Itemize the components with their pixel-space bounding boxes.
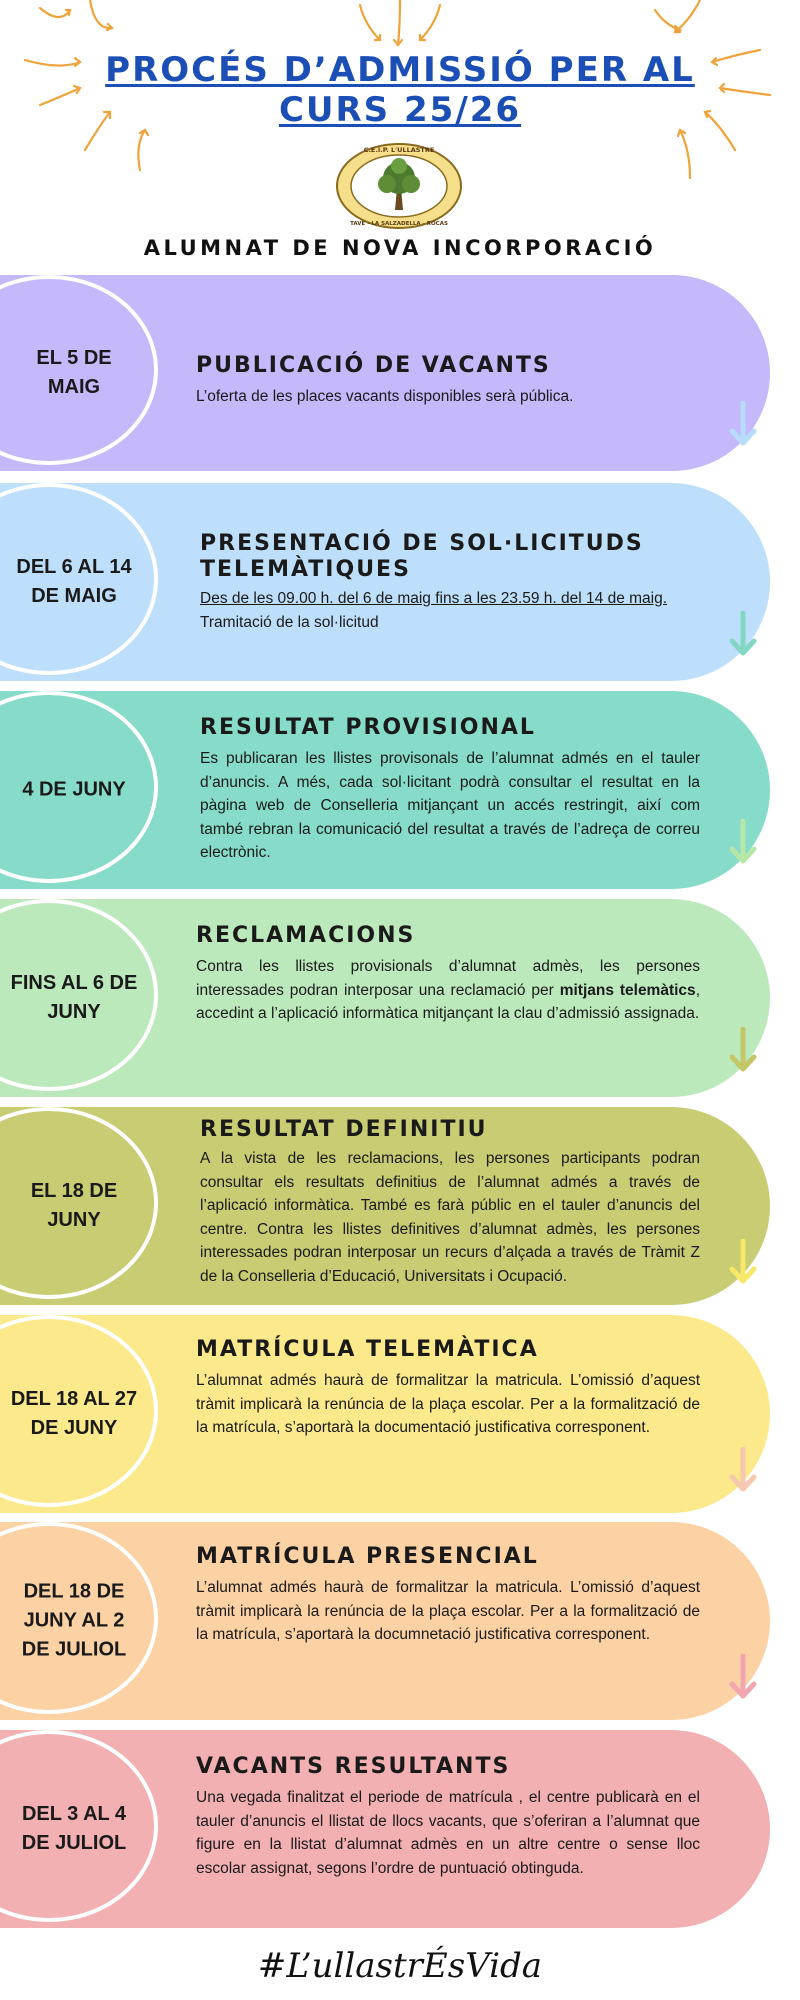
step-date: DEL 6 AL 14 DE MAIG xyxy=(16,556,132,607)
step-body-schedule: Des de les 09.00 h. del 6 de maig fins a les 23.59 h. del 14 de maig. xyxy=(200,590,668,607)
arrow-down-icon xyxy=(728,611,758,657)
step-body-before: Contra les llistes provisionals d’alumnat admès, les persones interessades podran interposar una reclamació per xyxy=(196,958,700,999)
step-date: EL 5 DE MAIG xyxy=(36,347,112,398)
page-title xyxy=(0,50,800,130)
svg-text:TAVE - LA SALZADELLA - ROCAS: TAVE - LA SALZADELLA - ROCAS xyxy=(350,221,448,227)
step-body-text: Tramitació de la sol·licitud xyxy=(200,613,379,631)
svg-text:C.E.I.P. L'ULLASTRE: C.E.I.P. L'ULLASTRE xyxy=(363,146,435,154)
step-body-bold: mitjans telemàtics xyxy=(559,981,696,999)
arrow-down-icon xyxy=(728,1027,758,1073)
arrow-down-icon xyxy=(728,819,758,865)
step-date: EL 18 DE JUNY xyxy=(30,1180,118,1231)
step-title: RESULTAT PROVISIONAL xyxy=(200,715,536,740)
step-date-text: FINS AL 6 DE JUNY xyxy=(10,972,138,1023)
school-logo xyxy=(333,140,465,232)
step-body xyxy=(196,955,700,1026)
step-title: MATRÍCULA TELEMÀTICA xyxy=(196,1337,539,1362)
step-title: MATRÍCULA PRESENCIAL xyxy=(196,1544,539,1569)
step-body: Una vegada finalitzat el periode de matrícula , el centre publicarà en el tauler d’anuncis el llistat de llocs vacants, que s’oferiran a l’alumnat que figure en la llistat d’alumnat admès en un altre centre o sense lloc escolar assignat, segons l’ordre de puntuació obtinguda. xyxy=(196,1789,700,1877)
step-resultat-provisional xyxy=(0,691,770,889)
step-reclamacions xyxy=(0,899,770,1097)
step-title: PUBLICACIÓ DE VACANTS xyxy=(196,353,551,378)
step-body-after: , accedint a l’aplicació informàtica mitjançant la clau d’admissió assignada. xyxy=(196,981,700,1022)
step-title: RECLAMACIONS xyxy=(196,923,416,948)
step-title: PRESENTACIÓ DE SOL·LICITUDS TELEMÀTIQUES xyxy=(200,531,644,582)
step-date: DEL 18 AL 27 DE JUNY xyxy=(10,1388,138,1439)
step-date: DEL 18 DE JUNY AL 2 DE JULIOL xyxy=(21,1580,127,1661)
step-publicacio-vacants xyxy=(0,275,770,471)
subtitle: ALUMNAT DE NOVA INCORPORACIÓ xyxy=(143,236,657,260)
step-body xyxy=(200,587,720,634)
step-title: RESULTAT DEFINITIU xyxy=(200,1117,488,1142)
step-body: A la vista de les reclamacions, les persones participants podran consultar els resultats definitius de l’alumnat admés a través de l’aplicació informàtica. També es farà públic en el tauler d’anuncis del centre. Contra les llistes definitives d’alumnat admès, les persones interessades podran interposar un recurs d’alçada a través de Tràmit Z de la Conselleria d’Educació, Universitats i Ocupació. xyxy=(200,1150,700,1285)
step-body: L’alumnat admés haurà de formalitzar la matricula. L’omissió d’aquest tràmit implicarà la renúncia de la plaça escolar. Per a la formalització de la matrícula, s’aportarà la documnetació justificativa corresponent. xyxy=(196,1579,700,1643)
step-matricula-presencial xyxy=(0,1522,770,1720)
step-date: 4 DE JUNY xyxy=(22,778,126,801)
step-matricula-telematica xyxy=(0,1315,770,1513)
title-line-1: PROCÉS D’ADMISSIÓ PER AL xyxy=(105,50,695,90)
arrow-down-icon xyxy=(728,1654,758,1700)
step-date: DEL 3 AL 4 DE JULIOL xyxy=(21,1803,127,1854)
step-vacants-resultants xyxy=(0,1730,770,1928)
step-body: Es publicaran les llistes provisonals de l’alumnat admés en el tauler d’anuncis. A més, cada sol·licitant podrà consultar el resultat en la pàgina web de Conselleria mitjançant un accés restringit, així com també rebran la comunicació del resultat a través de l’adreça de correu electrònic. xyxy=(200,750,700,861)
arrow-down-icon xyxy=(728,401,758,447)
step-date xyxy=(8,969,140,1027)
step-body: L’alumnat admés haurà de formalitzar la matricula. L’omissió d’aquest tràmit implicarà la renúncia de la plaça escolar. Per a la formalització de la matrícula, s’aportarà la documentació justificativa corresponent. xyxy=(196,1372,700,1436)
step-body: L’oferta de les places vacants disponibles serà pública. xyxy=(196,388,574,405)
arrow-down-icon xyxy=(728,1447,758,1493)
hashtag-footer: #L’ullastrÉsVida xyxy=(257,1946,543,1986)
title-line-2: CURS 25/26 xyxy=(278,90,522,130)
step-presentacio-sollicituds xyxy=(0,483,770,681)
step-resultat-definitiu xyxy=(0,1107,770,1305)
step-title: VACANTS RESULTANTS xyxy=(196,1754,511,1779)
arrow-down-icon xyxy=(728,1239,758,1285)
